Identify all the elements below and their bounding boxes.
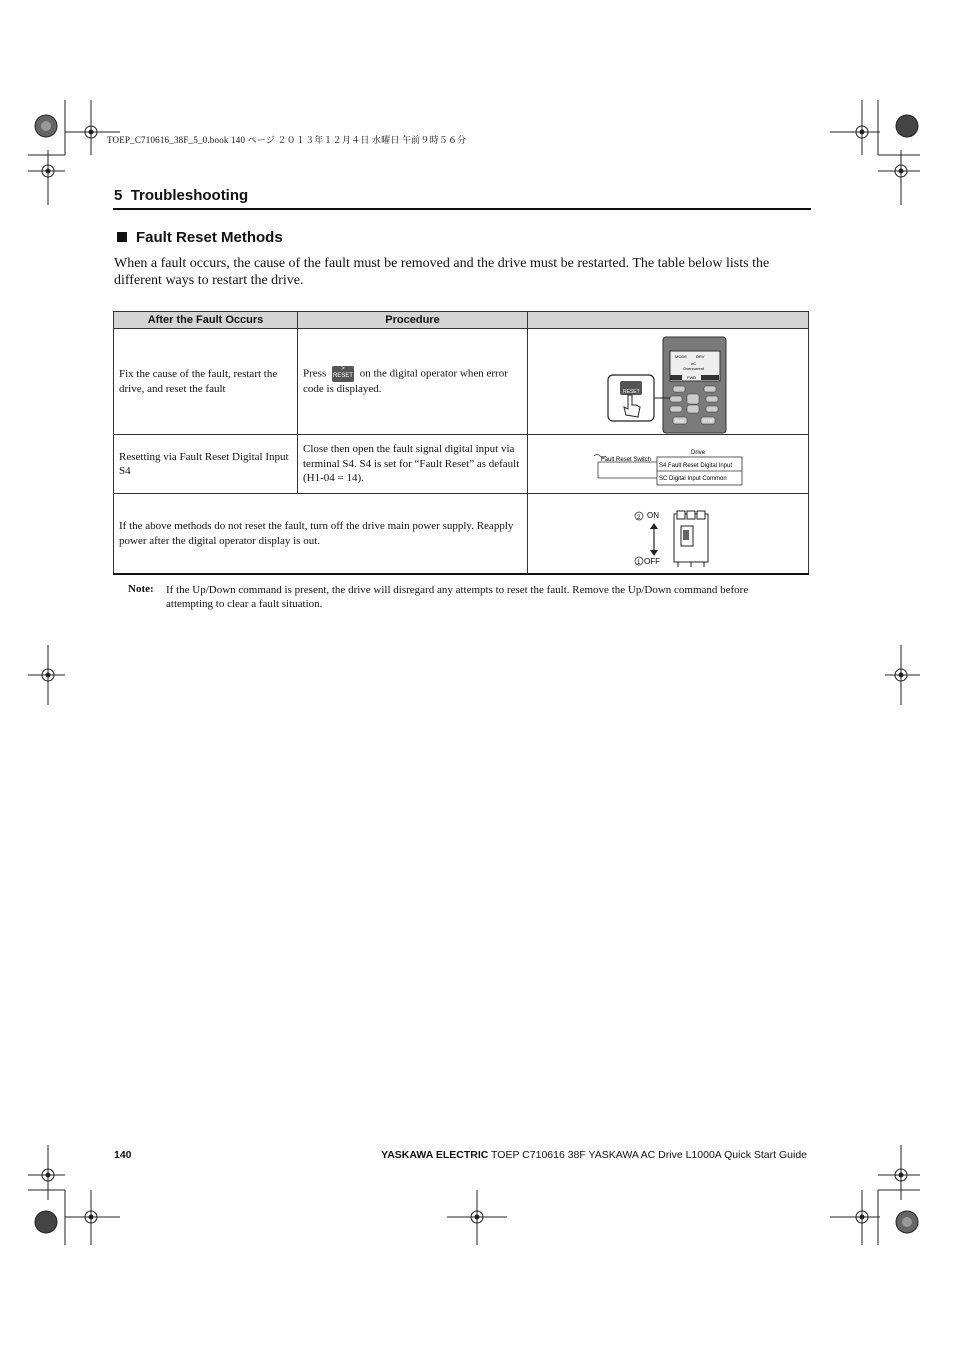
operator-figure (528, 329, 809, 435)
step-off-number: 1 (637, 560, 641, 566)
section-number: 5 (114, 187, 123, 204)
row2-procedure: Close then open the fault signal digital input via terminal S4. S4 is set for “Fault Reset” as default (H1-04 = 14). (298, 435, 528, 494)
intro-paragraph: When a fault occurs, the cause of the fault must be removed and the drive must be restarted. The table below lists the different ways to restart the drive. (114, 256, 770, 288)
arrow-up-icon (650, 523, 658, 529)
display-fwd: FWD (687, 375, 697, 380)
fault-reset-wiring-diagram (528, 435, 809, 493)
arrow-down-icon (650, 550, 658, 556)
wiring-figure (528, 435, 809, 494)
section-rule (113, 208, 811, 210)
wiring-s4-label: S4 Fault Reset Digital Input (659, 463, 733, 469)
figure-reset-key: RESET (623, 389, 640, 395)
display-drv: DRV (696, 354, 705, 359)
key-run: RUN (675, 418, 684, 423)
display-msg: Overcurrent (683, 366, 705, 371)
note-label: Note: (128, 583, 154, 595)
key-stop: STOP (703, 418, 714, 423)
table-row (114, 494, 809, 575)
footer-brand: YASKAWA ELECTRIC (381, 1149, 489, 1161)
power-breaker-illustration (528, 494, 809, 573)
wiring-drive-label: Drive (691, 450, 706, 456)
digital-operator-illustration (528, 329, 809, 434)
table-header-row (114, 312, 809, 329)
page-number: 140 (114, 1149, 132, 1161)
wiring-switch-label: Fault Reset Switch (601, 457, 652, 463)
section-title (114, 187, 248, 204)
row3-merged: If the above methods do not reset the fault, turn off the drive main power supply. Reapply power after the digital operator display is out. (114, 494, 528, 575)
heading-text: Fault Reset Methods (136, 229, 283, 246)
display-mode: MODE (675, 354, 687, 359)
table-row (114, 435, 809, 494)
heading-bullet-icon (117, 232, 127, 242)
fault-reset-table (113, 311, 809, 575)
breaker-figure (528, 494, 809, 575)
wiring-sc-label: SC Digital Input Common (659, 476, 727, 482)
row2-after: Resetting via Fault Reset Digital Input S4 (114, 435, 298, 494)
table-row (114, 329, 809, 435)
section-name: Troubleshooting (130, 187, 249, 204)
header-procedure: Procedure (298, 312, 528, 329)
step-on-number: 2 (637, 515, 641, 521)
footer-doc (381, 1149, 807, 1161)
display-code: oC (691, 361, 697, 366)
footer-doc-title: TOEP C710616 38F YASKAWA AC Drive L1000A Quick Start Guide (488, 1149, 807, 1161)
heading (117, 229, 283, 246)
header-after: After the Fault Occurs (114, 312, 298, 329)
note-text: If the Up/Down command is present, the drive will disregard any attempts to reset the fault. Remove the Up/Down command before attempting to clear a fault situation. (166, 584, 749, 610)
breaker-on-label: ON (647, 511, 659, 520)
breaker-off-label: OFF (644, 557, 660, 566)
row1-procedure (298, 329, 528, 435)
row1-procedure-post: on the digital operator when error code is displayed. (303, 367, 508, 396)
header-figure (528, 312, 809, 329)
row1-procedure-pre: Press (303, 367, 327, 380)
print-header: TOEP_C710616_38F_5_0.book 140 ページ ２０１３年１２月４日 水曜日 午前９時５６分 (107, 135, 467, 145)
reset-key-icon: > RESET (332, 366, 354, 382)
row1-after: Fix the cause of the fault, restart the drive, and reset the fault (114, 329, 298, 435)
